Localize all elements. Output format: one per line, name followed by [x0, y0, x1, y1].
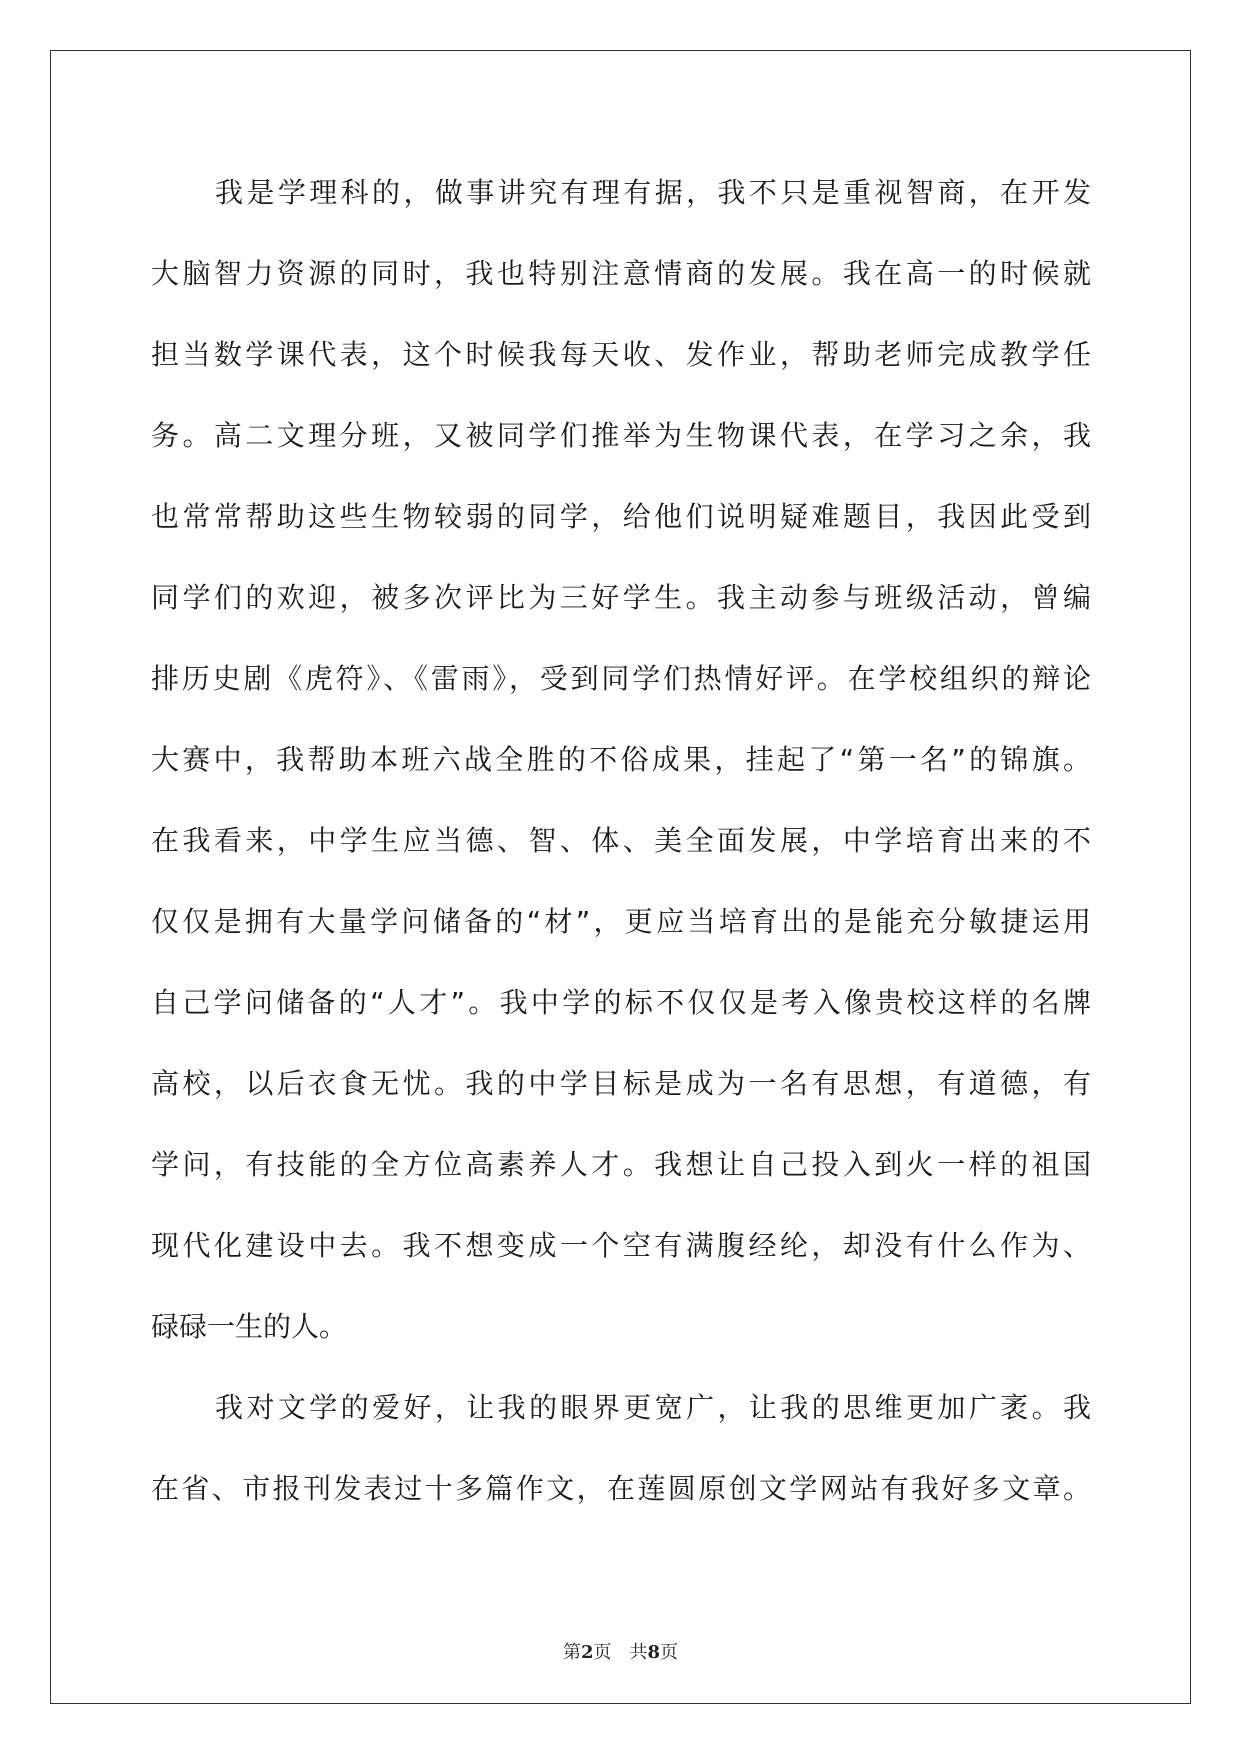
text-line: 我是学理科的，做事讲究有理有据，我不只是重视智商，在开发: [215, 176, 1091, 209]
text-line: 学问，有技能的全方位高素养人才。我想让自己投入到火一样的祖国: [151, 1148, 1091, 1181]
text-line: 现代化建设中去。我不想变成一个空有满腹经纶，却没有什么作为、: [151, 1229, 1091, 1262]
text-line: 大赛中，我帮助本班六战全胜的不俗成果，挂起了“第一名”的锦旗。: [151, 743, 1091, 776]
text-line: 仅仅是拥有大量学问储备的“材”，更应当培育出的是能充分敏捷运用: [151, 905, 1091, 938]
text-line: 务。高二文理分班，又被同学们推举为生物课代表，在学习之余，我: [151, 419, 1091, 452]
text-line: 同学们的欢迎，被多次评比为三好学生。我主动参与班级活动，曾编: [151, 581, 1091, 614]
text-line: 自己学问储备的“人才”。我中学的标不仅仅是考入像贵校这样的名牌: [151, 986, 1091, 1019]
page-prefix: 第: [562, 1642, 581, 1663]
current-page-number: 2: [580, 1642, 594, 1663]
text-line: 在我看来，中学生应当德、智、体、美全面发展，中学培育出来的不: [151, 824, 1091, 857]
text-line: 担当数学课代表，这个时候我每天收、发作业，帮助老师完成教学任: [151, 338, 1091, 371]
total-page-number: 8: [647, 1642, 661, 1663]
page-footer: [0, 1638, 1241, 1664]
text-line: 排历史剧《虎符》、《雷雨》，受到同学们热情好评。在学校组织的辩论: [151, 662, 1091, 695]
page-suffix: 页: [593, 1642, 612, 1663]
text-line: 高校，以后衣食无忧。我的中学目标是成为一名有思想，有道德，有: [151, 1067, 1091, 1100]
text-line: 大脑智力资源的同时，我也特别注意情商的发展。我在高一的时候就: [151, 257, 1091, 290]
text-line: 我对文学的爱好，让我的眼界更宽广，让我的思维更加广袤。我: [215, 1391, 1091, 1424]
text-line: 也常常帮助这些生物较弱的同学，给他们说明疑难题目，我因此受到: [151, 500, 1091, 533]
document-body: [151, 165, 1091, 1542]
total-prefix: 共: [629, 1642, 648, 1663]
text-line: 在省、市报刊发表过十多篇作文，在莲圆原创文学网站有我好多文章。: [151, 1472, 1091, 1505]
text-line: 碌碌一生的人。: [151, 1310, 348, 1343]
total-suffix: 页: [660, 1642, 679, 1663]
